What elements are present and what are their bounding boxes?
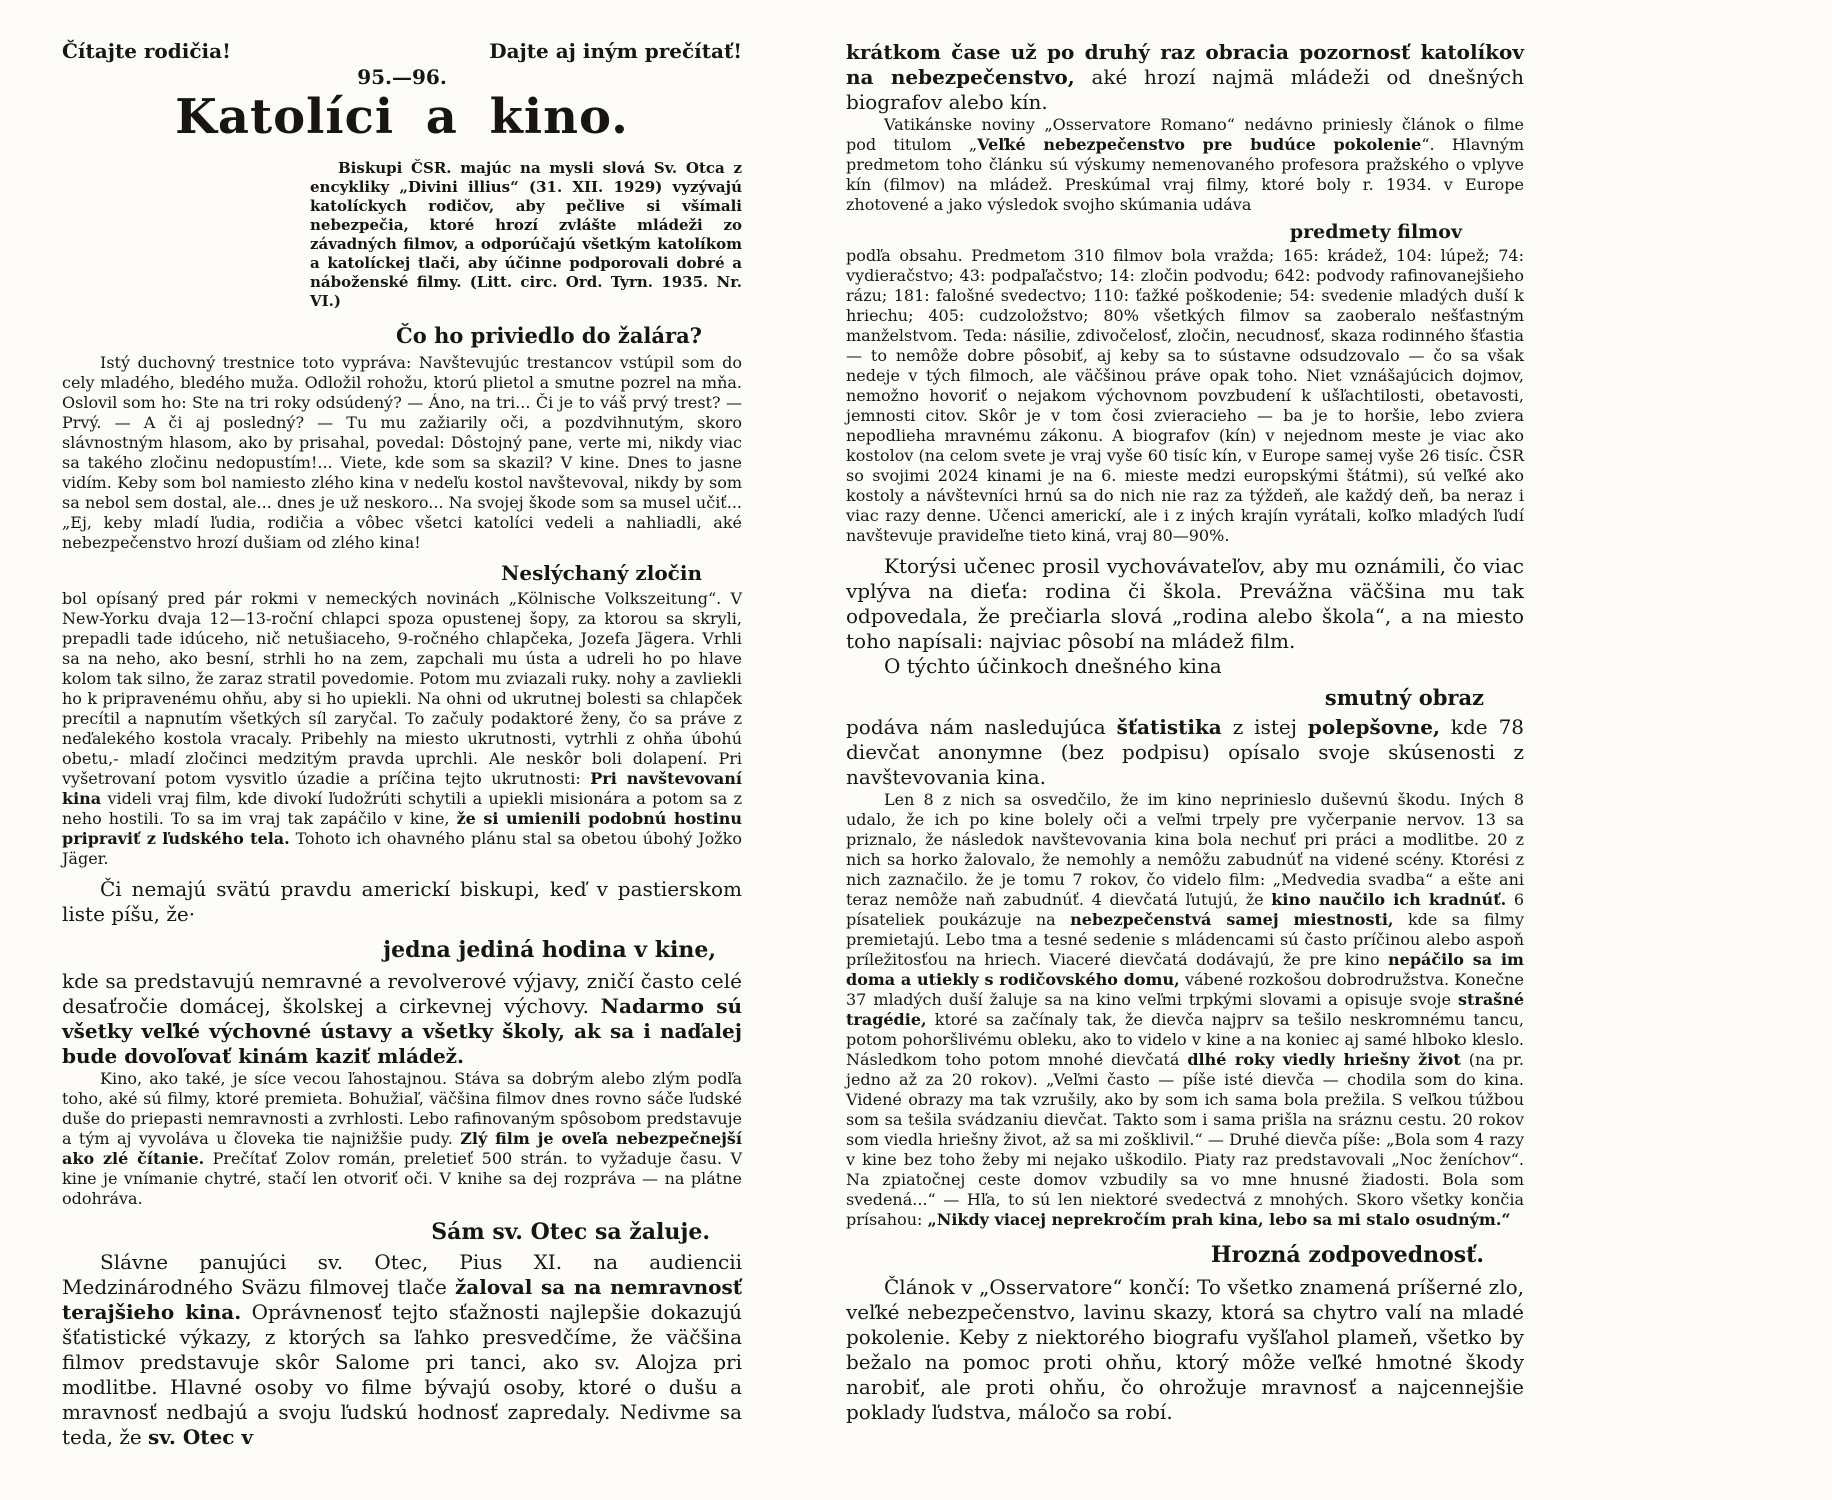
left-column (62, 40, 742, 1450)
heading-terrible-responsibility: Hrozná zodpovednosť. (1210, 1242, 1484, 1268)
right-column (846, 40, 1524, 1450)
encyclical-intro-paragraph: Biskupi ČSR. majúc na mysli slová Sv. Otca z encykliky „Divini illius“ (31. XII. 1929) vyzývajú katolíckych rodičov, aby pečlive si všímali nebezpečia, ktoré hrozí zvlášte mládeži zo závadných filmov, a odporúčajú všetkým katolíkom a katolíckej tlači, aby účinne podporovali dobré a náboženské filmy. (Litt. circ. Ord. Tyrn. 1935. Nr. VI.) (310, 158, 742, 310)
heading-holy-father-complains: Sám sv. Otec sa žaluje. (431, 1218, 710, 1245)
paragraph-effects-lead: O týchto účinkoch dnešného kina (884, 654, 1222, 678)
masthead-right-note: Dajte aj iným prečítať! (489, 39, 742, 63)
paragraph-conclusion: Článok v „Osservatore“ končí: To všetko znamená príšerné zlo, veľké nebezpečenstvo, lavinu skazy, ktorá sa chytro valí na mladé pokolenie. Keby z niektorého biografu vyšľahol plameň, všetko by bežalo na pomoc proti ohňu, ktorý môže veľké hmotné škody narobiť, ale proti ohňu, čo ohrožuje mravnosť a najcennejšie poklady ľudstva, máločo sa robí. (846, 1275, 1524, 1424)
heading-prison: Čo ho priviedlo do žalára? (396, 322, 702, 348)
paragraph-one-hour: kde sa predstavujú nemravné a revolverové výjavy, zničí často celé desaťročie domácej, školskej a cirkevnej výchovy. Nadarmo sú všetky veľké výchovné ústavy a všetky školy, ak sa i naďalej bude dovoľovať kinám kaziť mládež. (62, 968, 742, 1068)
paragraph-reformatory-statistics: podáva nám nasledujúca šťatistika z istej polepšovne, kde 78 dievčat anonymne (bez podpisu) opísalo svoje skúsenosti z navštevovania kina. (846, 715, 1525, 789)
paragraph-vatican-newspaper: Vatikánske noviny „Osservatore Romano“ nedávno priniesly článok o filme pod titulom „Veľké nebezpečenstvo pre budúce pokolenie“. Hlavným predmetom toho článku sú výskumy nemenovaného profesora pražského o vplyve kín (filmov) na mládež. Preskúmal vraj filmy, ktoré boly r. 1934. v Europe zhotovené a jako výsledok svojho skúmania udáva (846, 115, 1525, 214)
heading-film-subjects: predmety filmov (1289, 221, 1462, 243)
paragraph-continuation: krátkom čase už po druhý raz obracia pozornosť katolíkov na nebezpečenstvo, aké hrozí najmä mládeži od dnešných biografov alebo kín. (846, 40, 1524, 114)
paragraph-american-bishops: Či nemajú svätú pravdu americkí biskupi, keď v pastierskom liste píšu, že· (62, 876, 742, 926)
paragraph-girls-testimonies: Len 8 z nich sa osvedčilo, že im kino neprinieslo duševnú škodu. Iných 8 udalo, že ich po kine bolely oči a veľmi trpely pre vyčerpanie nervov. 13 sa priznalo, že následok navštevovania kina bola nechuť pri práci a modlitbe. 20 z nich sa horko žalovalo, že nemohly a nemôžu zabudnúť na videné scény. Ktorési z nich zaznačilo. že je tomu 7 rokov, čo videlo film: „Medvedia svadba“ a ešte ani teraz nemôže naň zabudnúť. 4 dievčatá ľutujú, že kino naučilo ich kradnúť. 6 písateliek poukázuje na nebezpečenstvá samej miestnosti, kde sa filmy premietajú. Lebo tma a tesné sedenie s mládencami sú často príčinou alebo aspoň príležitosťou na hriech. Viaceré dievčatá dodávajú, že pre kino nepáčilo sa im doma a utiekly s rodičovského domu, vábené rozkošou dobrodružstva. Konečne 37 mladých duší žaluje sa na kino veľmi trpkými slovami a opisuje svoje strašné tragédie, ktoré sa začínaly tak, že dievča najprv sa tešilo neskromnému tancu, potom pohoršlivému obleku, ako to videlo v kine a na koniec aj samé hlboko kleslo. Následkom toho potom mnohé dievčatá dlhé roky viedly hriešny život (na pr. jedno až za 20 rokov). „Veľmi často — píše isté dievča — chodila som do kina. Videné obrazy ma tak vzrušily, ako by som ich sama bola prežila. S veľkou túžbou som sa tešila svádzaniu dievčat. Takto som i sama prišla na sráznu cestu. 20 rokov som viedla hriešny život, až sa mi zošklivil.“ — Druhé dievča píše: „Bola som 4 razy v kine bez toho žeby mi nejako uškodilo. Piaty raz predstavovali „Noc ženíchov“. Na zpiatočnej ceste domov vzbudily sa vo mne hnusné žiadosti. Bola som svedená...“ — Hľa, to sú len niektoré svedectvá z mnohých. Skoro všetky končia prísahou: „Nikdy viacej neprekročím prah kina, lebo sa mi stalo osudným.“ (846, 790, 1525, 1229)
paragraph-scholar-question: Ktorýsi učenec prosil vychovávateľov, aby mu oznámili, čo viac vplýva na dieťa: rodina či škola. Prevážna väčšina mu tak odpovedala, že prečiarla slová „rodina alebo škola“, a na miesto toho napísali: najviac pôsobí na mládež film. (846, 554, 1524, 653)
paragraph-film-statistics: podľa obsahu. Predmetom 310 filmov bola vražda; 165: krádež, 104: lúpež; 74: vydieračstvo; 43: podpaľačstvo; 14: zločin podvodu; 642: podvody rafinovanejšieho rázu; 181: falošné svedectvo; 110: ťažké poškodenie; 54: svedenie mladých duší k hriechu; 405: cudzoložstvo; 80% všetkých filmov sa zaoberalo nešťastným manželstvom. Teda: násilie, zdivočelosť, zločin, necudnosť, skaza rodinného šťastia — to nemôže dobre pôsobiť, aj keby sa to sústavne odsudzovalo — čo sa však nedeje v tých filmoch, ale väčšinou práve opak toho. Niet vznášajúcich dojmov, nemožno hovoriť o nejakom výchovnom povzbudení k ušľachtilosti, obetavosti, jemnosti citov. Skôr je v tom čosi zvieracieho — ba je to horšie, lebo zviera nepodlieha mravnému zákonu. A biografov (kín) v nejednom meste je viac ako kostolov (na celom svete je vraj vyše 60 tisíc kín, v Europe samej vyše 26 tisíc. ČSR so svojimi 2024 kinami je na 6. mieste medzi europskými štátmi), sú veľké ako kostoly a návštevníci hrnú sa do nich nie raz za týždeň, ale každý deň, ba neraz i viac razy denne. Učenci americkí, ale i z iných krajín vyrátali, koľko mladých ľudí navštevuje pravideľne tieto kiná, vraj 80—90%. (846, 246, 1524, 545)
heading-sad-picture: smutný obraz (1324, 685, 1484, 710)
article-title: Katolíci a kino. (175, 89, 629, 145)
masthead (62, 40, 742, 63)
masthead-left-note: Čítajte rodičia! (62, 39, 231, 63)
heading-unheard-crime: Neslýchaný zločin (501, 560, 702, 585)
paragraph-pius-xi: Slávne panujúci sv. Otec, Pius XI. na audiencii Medzinárodného Sväzu filmovej tlače žaloval sa na nemravnosť terajšieho kina. Oprávnenosť tejto sťažnosti najlepšie dokazujú šťatistické výkazy, z ktorých sa ľahko presvedčíme, že väčšina filmov predstavuje skôr Salome pri tanci, ako sv. Alojza pri modlitbe. Hlavné osoby vo filme bývajú osoby, ktoré o dušu a mravnosť nedbajú a svoju ľudskú hodnosť zapredaly. Nedivme sa teda, že sv. Otec v (62, 1249, 742, 1449)
paragraph-crime-story: bol opísaný pred pár rokmi v nemeckých novinách „Kölnische Volkszeitung“. V New-Yorku dvaja 12—13-roční chlapci spoza opustenej šopy, za ktorou sa skryli, prepadli tade idúceho, nič netušiaceho, 9-ročného chlapčeka, Jozefa Jägera. Vrhli sa na neho, ako besní, strhli ho na zem, zapchali mu ústa a udreli ho po hlave kolom tak silno, že zaraz stratil povedomie. Potom mu zviazali ruky. nohy a zavliekli ho k pripravenému ohňu, aby si ho upiekli. Na ohni od ukrutnej bolesti sa chlapček precítil a napnutím všetkých síl zaryčal. To začuly podaktoré ženy, čo sa práve z neďalekého kostola vracaly. Pribehly na miesto ukrutnosti, vytrhli z ohňa úbohú obetu,- mladí zločinci medzitým pravda uprchli. Ale neskôr boli dolapení. Pri vyšetrovaní potom vysvitlo úzadie a príčina tejto ukrutnosti: Pri navštevovaní kina videli vraj film, kde divokí ľudožrúti schytili a upiekli misionára a potom sa z neho hostili. To sa im vraj tak zapáčilo v kine, že si umienili podobnú hostinu pripraviť z ľudského tela. Tohoto ich ohavného plánu stal sa obetou úbohý Jožko Jäger. (62, 588, 743, 868)
issue-number: 95.—96. (357, 65, 447, 89)
heading-one-hour-in-cinema: jedna jediná hodina v kine, (383, 936, 716, 963)
paragraph-prison-story: Istý duchovný trestnice toto vypráva: Navštevujúc trestancov vstúpil som do cely mladého, bledého muža. Odložil rohožu, ktorú plietol a smutne pozrel na mňa. Oslovil som ho: Ste na tri roky odsúdený? — Áno, na tri... Či je to váš prvý trest? — Prvý. — A či aj posledný? — Tu mu zažiarily oči, a pozdvihnutým, skoro slávnostným hlasom, ako by prisahal, povedal: Dôstojný pane, verte mi, nikdy viac sa takého zločinu nedopustím!... Viete, kde som sa skazil? V kine. Dnes to jasne vidím. Keby som bol namiesto zlého kina v nedeľu kostol navštevoval, nikdy by som sa nebol sem dostal, ale... dnes je už neskoro... Na svojej škode som sa musel učiť... „Ej, keby mladí ľudia, rodičia a vôbec všetci katolíci vedeli a nahliadli, aké nebezpečenstvo hrozí dušiam od zlého kina! (62, 352, 742, 552)
paragraph-kino-neutral: Kino, ako také, je síce vecou ľahostajnou. Stáva sa dobrým alebo zlým podľa toho, aké sú filmy, ktoré premieta. Bohužiaľ, väčšina filmov dnes rovno sáče ľudské duše do priepasti nemravnosti a zvrhlosti. Lebo rafinovaným spôsobom predstavuje a tým aj vyvoláva u človeka tie najnižšie pudy. Zlý film je oveľa nebezpečnejší ako zlé čítanie. Prečítať Zolov román, preletieť 500 strán. to vyžaduje času. V kine je vnímanie chytré, stačí len otvoriť oči. V knihe sa dej rozpráva — na plátne odohráva. (62, 1068, 743, 1208)
